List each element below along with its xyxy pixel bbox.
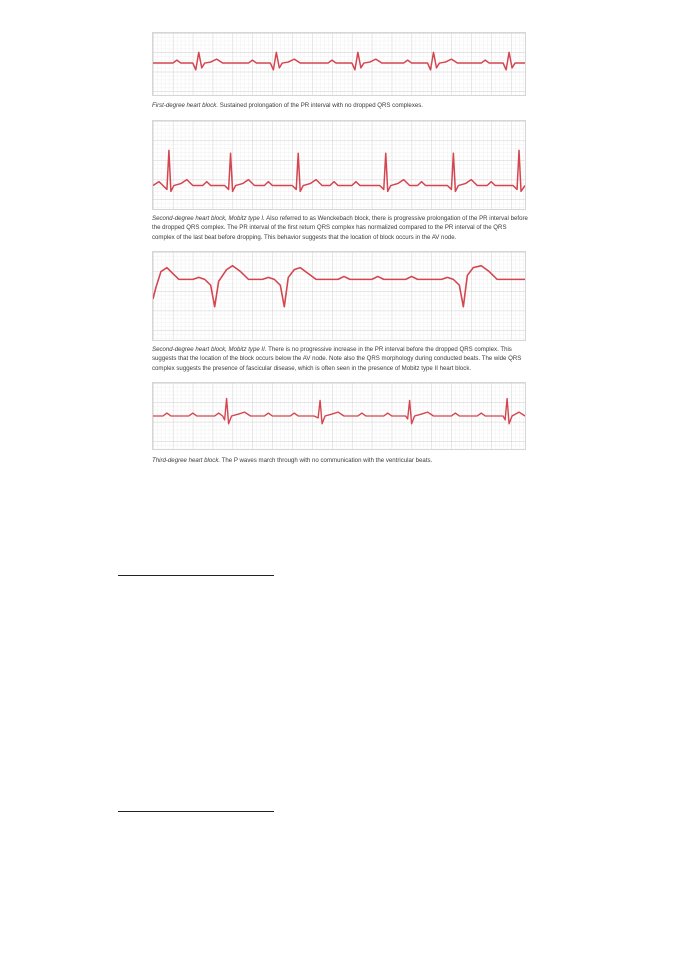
ecg-strip-mobitz-2	[152, 251, 526, 341]
caption-text: Also referred to as Wenckebach block, there is progressive prolongation of the PR interval before the dropped QRS complex. The PR interval of the first return QRS complex has normalized compared to the PR interval of the QRS complex of the last beat before dropping. This behavior suggests that the location of block occurs in the AV node.	[152, 215, 528, 241]
caption-title: Third-degree heart block.	[152, 457, 221, 464]
footnote-separator-rule	[118, 575, 274, 576]
caption-title: Second-degree heart block, Mobitz type I.	[152, 215, 265, 222]
caption-mobitz-1	[152, 214, 530, 242]
caption-title: Second-degree heart block, Mobitz type II.	[152, 346, 267, 353]
ecg-trace-first-degree	[153, 33, 525, 95]
ecg-strip-mobitz-1	[152, 120, 526, 210]
ecg-trace-third-degree	[153, 383, 525, 449]
caption-text: The P waves march through with no communication with the ventricular beats.	[221, 457, 433, 464]
ecg-strip-third-degree	[152, 382, 526, 450]
ecg-trace-mobitz-2	[153, 252, 525, 340]
caption-text: There is no progressive increase in the PR interval before the dropped QRS complex. This suggests that the location of the block occurs below the AV node. Note also the QRS morphology during conducted beats. The wide QRS complex suggests the presence of fascicular disease, which is often seen in the presence of Mobitz type II heart block.	[152, 346, 522, 372]
caption-third-degree	[152, 456, 530, 465]
ecg-trace-mobitz-1	[153, 121, 525, 209]
caption-title: First-degree heart block.	[152, 102, 219, 109]
ecg-strip-first-degree	[152, 32, 526, 96]
caption-text: Sustained prolongation of the PR interval with no dropped QRS complexes.	[219, 102, 423, 109]
footnote-separator-rule	[118, 811, 274, 812]
caption-first-degree	[152, 101, 530, 110]
caption-mobitz-2	[152, 345, 530, 373]
